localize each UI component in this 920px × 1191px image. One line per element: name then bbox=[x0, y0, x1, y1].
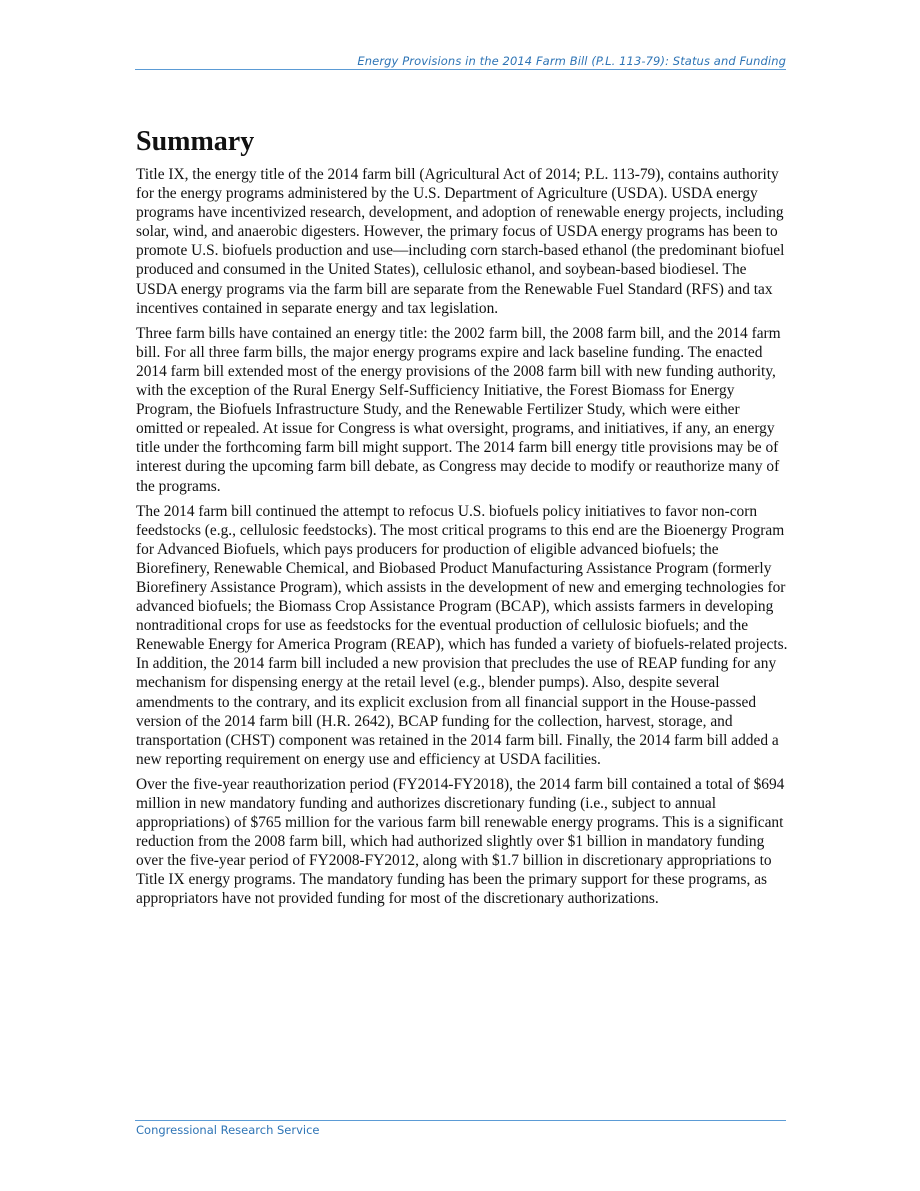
footer-organization: Congressional Research Service bbox=[136, 1123, 320, 1137]
header-divider bbox=[135, 69, 786, 70]
summary-paragraph-1: Title IX, the energy title of the 2014 farm bill (Agricultural Act of 2014; P.L. 113-79), contains authority for the energy programs administered by the U.S. Department of Agriculture (USDA). USDA energy programs have incentivized research, development, and adoption of renewable energy projects, including solar, wind, and anaerobic digesters. However, the primary focus of USDA energy programs has been to promote U.S. biofuels production and use—including corn starch-based ethanol (the predominant biofuel produced and consumed in the United States), cellulosic ethanol, and soybean-based biodiesel. The USDA energy programs via the farm bill are separate from the Renewable Fuel Standard (RFS) and tax incentives contained in separate energy and tax legislation. bbox=[136, 166, 785, 317]
document-body bbox=[136, 125, 788, 915]
running-header-title: Energy Provisions in the 2014 Farm Bill (P.L. 113-79): Status and Funding bbox=[357, 54, 786, 68]
section-title: Summary bbox=[136, 126, 255, 157]
summary-paragraph-4: Over the five-year reauthorization period (FY2014-FY2018), the 2014 farm bill contained a total of $694 million in new mandatory funding and authorizes discretionary funding (i.e., subject to annual appropriations) of $765 million for the various farm bill renewable energy programs. This is a significant reduction from the 2008 farm bill, which had authorized slightly over $1 billion in mandatory funding over the five-year period of FY2008-FY2012, along with $1.7 billion in discretionary appropriations to Title IX energy programs. The mandatory funding has been the primary support for these programs, as appropriators have not provided funding for most of the discretionary authorizations. bbox=[136, 775, 785, 908]
summary-paragraph-2: Three farm bills have contained an energy title: the 2002 farm bill, the 2008 farm bill, and the 2014 farm bill. For all three farm bills, the major energy programs expire and lack baseline funding. The enacted 2014 farm bill extended most of the energy provisions of the 2008 farm bill with new funding authority, with the exception of the Rural Energy Self-Sufficiency Initiative, the Forest Biomass for Energy Program, the Biofuels Infrastructure Study, and the Renewable Fertilizer Study, which were either omitted or repealed. At issue for Congress is what oversight, programs, and initiatives, if any, an energy title under the forthcoming farm bill might support. The 2014 farm bill energy title provisions may be of interest during the upcoming farm bill debate, as Congress may decide to modify or reauthorize many of the programs. bbox=[136, 324, 781, 495]
footer-divider bbox=[135, 1120, 786, 1121]
summary-paragraph-3: The 2014 farm bill continued the attempt to refocus U.S. biofuels policy initiatives to favor non-corn feedstocks (e.g., cellulosic feedstocks). The most critical programs to this end are the Bioenergy Program for Advanced Biofuels, which pays producers for production of eligible advanced biofuels; the Biorefinery, Renewable Chemical, and Biobased Product Manufacturing Assistance Program (formerly Biorefinery Assistance Program), which assists in the development of new and emerging technologies for advanced biofuels; the Biomass Crop Assistance Program (BCAP), which assists farmers in developing nontraditional crops for use as feedstocks for the eventual production of cellulosic biofuels; and the Renewable Energy for America Program (REAP), which has funded a variety of biofuels-related projects. In addition, the 2014 farm bill included a new provision that precludes the use of REAP funding for any mechanism for dispensing energy at the retail level (e.g., blender pumps). Also, despite several amendments to the contrary, and its explicit exclusion from all financial support in the House-passed version of the 2014 farm bill (H.R. 2642), BCAP funding for the collection, harvest, storage, and transportation (CHST) component was retained in the 2014 farm bill. Finally, the 2014 farm bill added a new reporting requirement on energy use and efficiency at USDA facilities. bbox=[136, 502, 788, 768]
